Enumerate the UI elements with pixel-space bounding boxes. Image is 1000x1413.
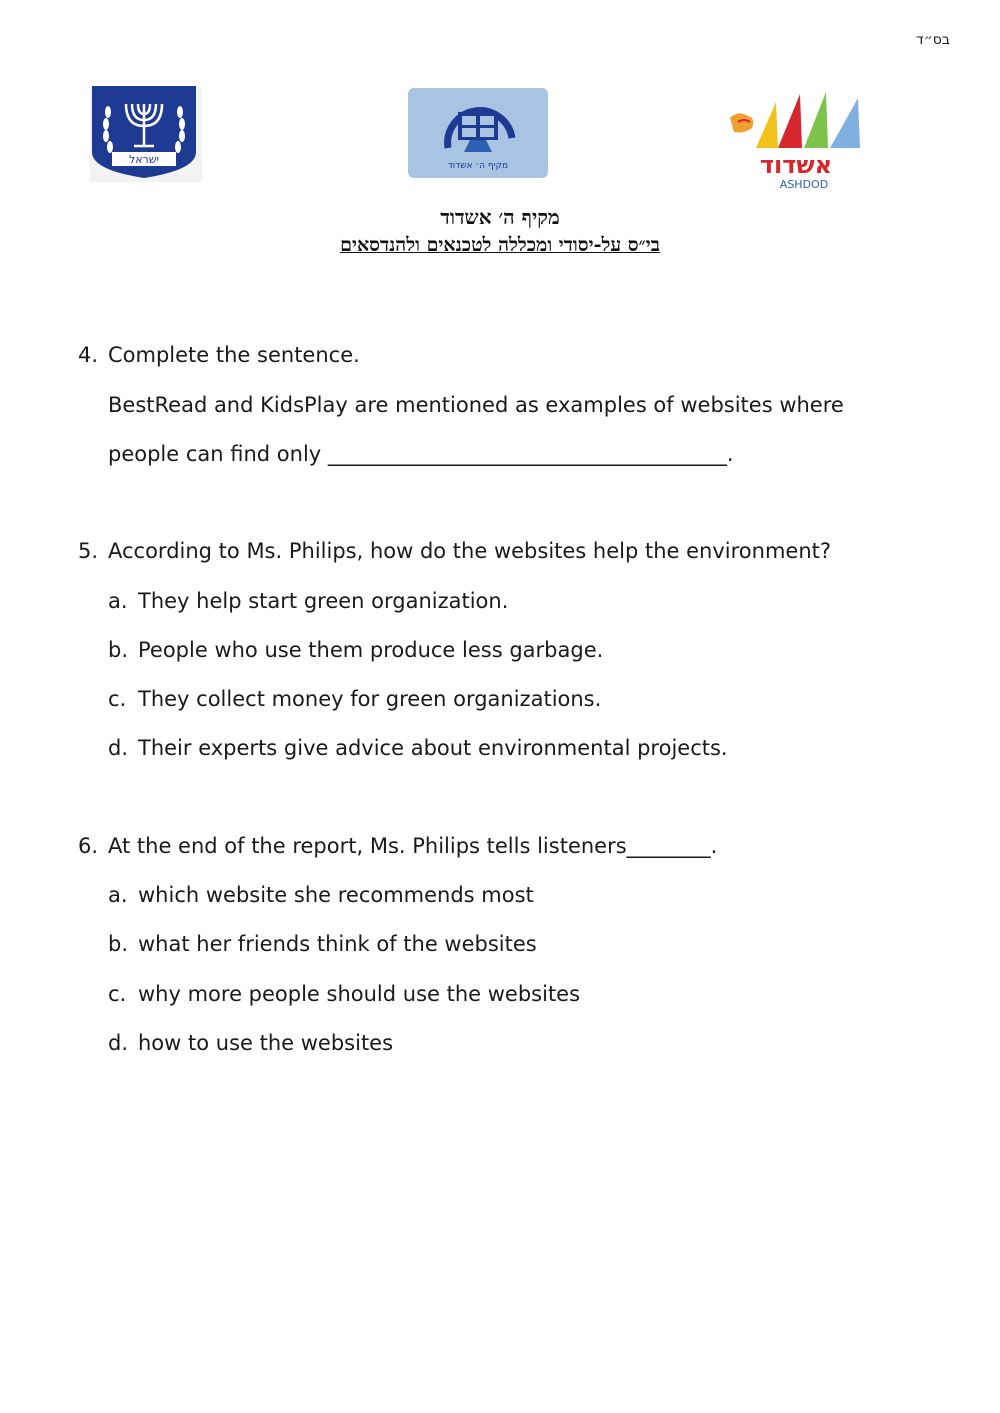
question-4-line-1: BestRead and KidsPlay are mentioned as examples of websites where [108, 393, 844, 417]
answer-option[interactable] [108, 589, 508, 613]
ashdod-city-logo [726, 88, 862, 190]
school-subtitle: בי״ס על-יסודי ומכללה לטכנאים ולהנדסאים [340, 234, 660, 256]
option-text: They help start green organization. [138, 589, 509, 613]
question-4 [78, 343, 958, 367]
answer-option[interactable] [108, 1031, 393, 1055]
question-number: 6. [78, 834, 99, 858]
question-6 [78, 834, 958, 858]
school-name: מקיף ה׳ אשדוד [440, 205, 560, 229]
school-logo [408, 88, 548, 178]
option-letter: b. [108, 638, 129, 662]
option-text: Their experts give advice about environmental projects. [138, 736, 728, 760]
option-text: how to use the websites [138, 1031, 394, 1055]
emblem-text: ישראל [128, 153, 160, 166]
city-logo-text: אשדוד [759, 151, 833, 179]
answer-option[interactable] [108, 687, 601, 711]
question-prompt: At the end of the report, Ms. Philips tells listeners________. [108, 834, 718, 858]
question-prompt: Complete the sentence. [108, 343, 360, 367]
option-text: which website she recommends most [138, 883, 534, 907]
answer-option[interactable] [108, 638, 603, 662]
option-letter: d. [108, 736, 129, 760]
question-5 [78, 539, 958, 563]
city-logo-latin: ASHDOD [779, 178, 829, 190]
option-letter: c. [108, 687, 127, 711]
question-number: 5. [78, 539, 99, 563]
school-logo-text: מקיף ה׳ אשדוד [447, 161, 509, 171]
answer-option[interactable] [108, 883, 534, 907]
answer-option[interactable] [108, 932, 537, 956]
option-text: what her friends think of the websites [138, 932, 537, 956]
option-letter: d. [108, 1031, 129, 1055]
option-letter: c. [108, 982, 127, 1006]
question-prompt: According to Ms. Philips, how do the websites help the environment? [108, 539, 832, 563]
corner-mark: בס״ד [916, 32, 950, 48]
question-4-line-2: people can find only ______________________________________. [108, 442, 734, 466]
question-number: 4. [78, 343, 99, 367]
option-letter: a. [108, 883, 128, 907]
option-letter: a. [108, 589, 128, 613]
option-text: why more people should use the websites [138, 982, 581, 1006]
option-letter: b. [108, 932, 129, 956]
option-text: They collect money for green organizations. [138, 687, 602, 711]
answer-option[interactable] [108, 736, 728, 760]
israel-emblem-logo [84, 82, 208, 190]
option-text: People who use them produce less garbage. [138, 638, 604, 662]
answer-option[interactable] [108, 982, 580, 1006]
